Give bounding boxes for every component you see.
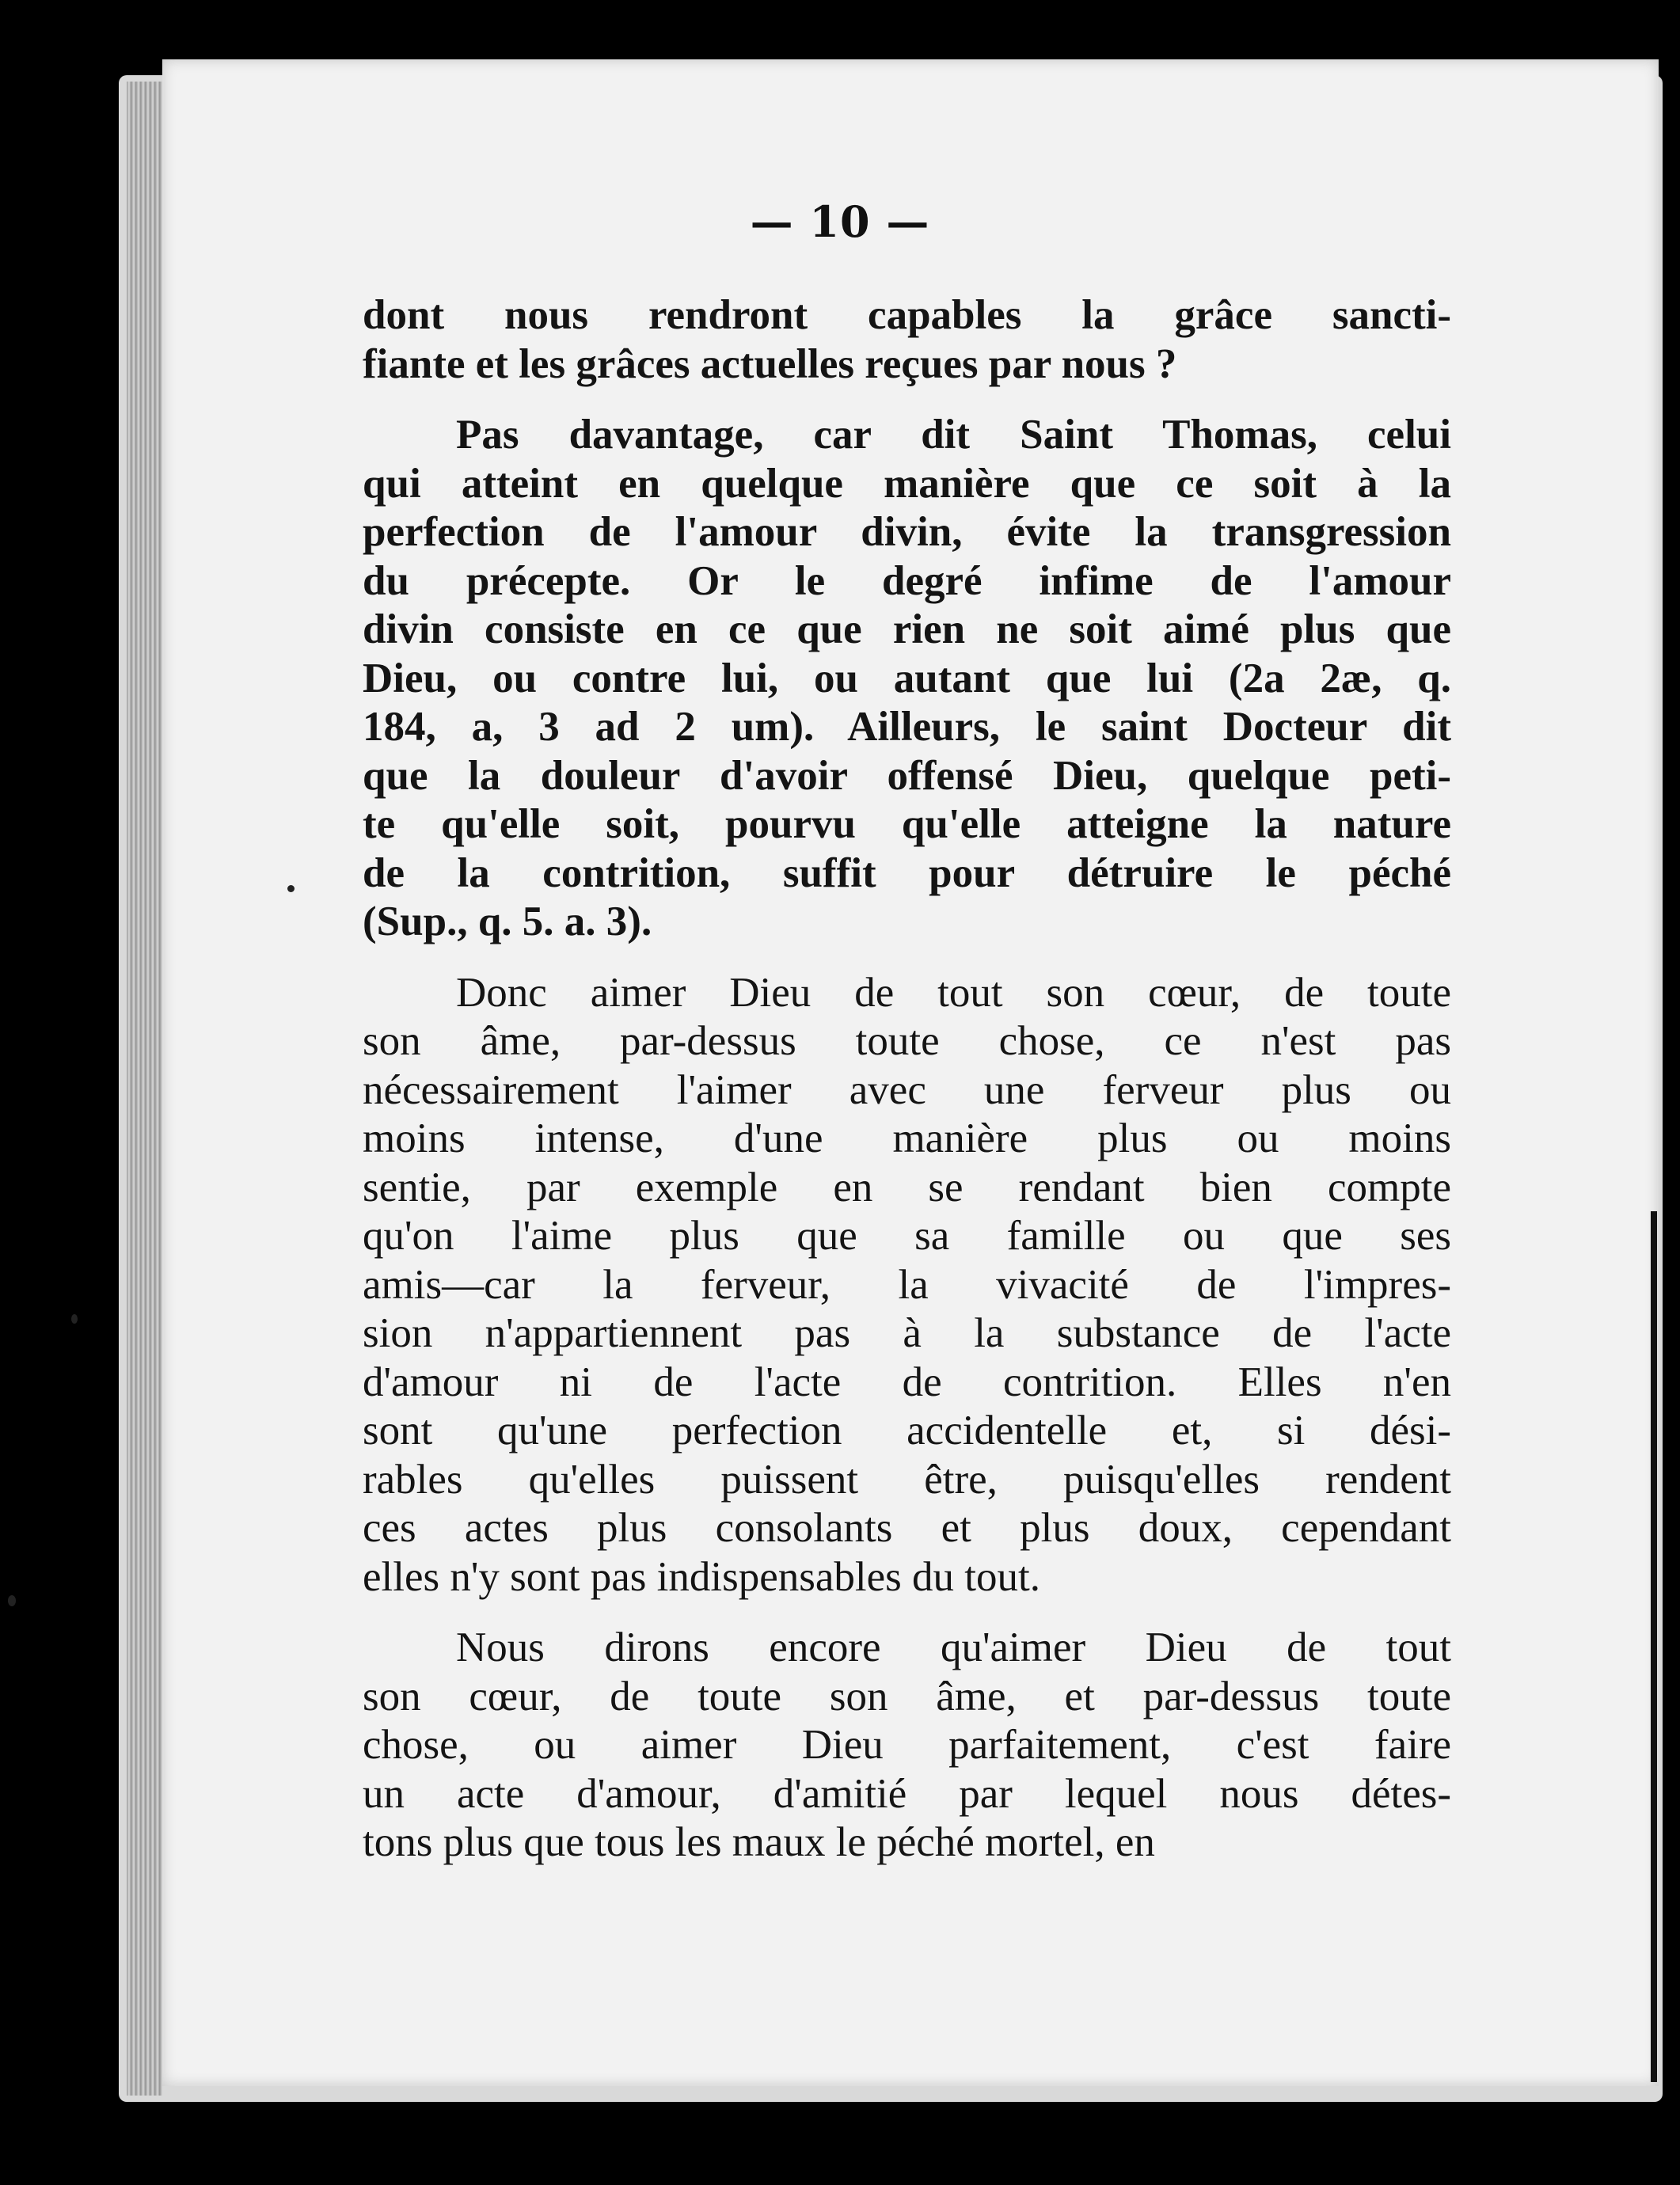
text-line: 184, a, 3 ad 2 um). Ailleurs, le saint Docteur dit — [363, 704, 1451, 750]
scan-speck — [287, 885, 295, 892]
text-line: rables qu'elles puissent être, puisqu'elles rendent — [363, 1456, 1451, 1503]
text-line: d'amour ni de l'acte de contrition. Elles n'en — [363, 1358, 1451, 1405]
text-line: Donc aimer Dieu de tout son cœur, de toute — [456, 969, 1451, 1016]
text-line: tons plus que tous les maux le péché mortel, en — [363, 1819, 1155, 1865]
text-line: divin consiste en ce que rien ne soit aimé plus que — [363, 606, 1451, 652]
text-line: Dieu, ou contre lui, ou autant que lui (2a 2æ, q. — [363, 655, 1451, 701]
scan-speck — [71, 1314, 78, 1324]
text-line: te qu'elle soit, pourvu qu'elle atteigne la nature — [363, 801, 1451, 847]
scan-speck — [8, 1595, 16, 1606]
text-line: de la contrition, suffit pour détruire le péché — [363, 849, 1451, 896]
text-line: moins intense, d'une manière plus ou moins — [363, 1115, 1451, 1161]
text-line: sont qu'une perfection accidentelle et, si dési- — [363, 1408, 1451, 1454]
text-line: Pas davantage, car dit Saint Thomas, celui — [456, 412, 1451, 458]
page-number: — 10 — — [750, 196, 930, 247]
text-line: ces actes plus consolants et plus doux, cependant — [363, 1505, 1451, 1551]
text-line: fiante et les grâces actuelles reçues par nous ? — [363, 340, 1177, 387]
text-line: chose, ou aimer Dieu parfaitement, c'est faire — [363, 1722, 1451, 1768]
text-line: son âme, par-dessus toute chose, ce n'est pas — [363, 1018, 1451, 1064]
text-line: son cœur, de toute son âme, et par-dessus toute — [363, 1673, 1451, 1720]
text-line: dont nous rendront capables la grâce sancti- — [363, 292, 1451, 338]
paragraph — [363, 969, 1451, 1602]
paragraph-gap — [363, 389, 1451, 411]
text-line: qu'on l'aime plus que sa famille ou que ses — [363, 1213, 1451, 1259]
paragraph-gap — [363, 947, 1451, 969]
paragraph — [363, 291, 1451, 389]
text-line: sion n'appartiennent pas à la substance de l'acte — [363, 1310, 1451, 1356]
text-line: perfection de l'amour divin, évite la transgression — [363, 509, 1451, 555]
text-line: Nous dirons encore qu'aimer Dieu de tout — [456, 1624, 1451, 1670]
paragraph — [363, 411, 1451, 947]
text-line: (Sup., q. 5. a. 3). — [363, 899, 652, 944]
body-text — [363, 291, 1451, 1868]
text-line: sentie, par exemple en se rendant bien compte — [363, 1164, 1451, 1210]
paragraph-gap — [363, 1602, 1451, 1624]
text-line: un acte d'amour, d'amitié par lequel nous détes- — [363, 1770, 1451, 1817]
text-line: elles n'y sont pas indispensables du tout. — [363, 1553, 1040, 1600]
text-line: qui atteint en quelque manière que ce soit à la — [363, 460, 1451, 507]
facing-page-edge — [1651, 1211, 1657, 2082]
text-line: nécessairement l'aimer avec une ferveur plus ou — [363, 1066, 1451, 1113]
text-line: amis—car la ferveur, la vivacité de l'impres- — [363, 1261, 1451, 1308]
paragraph — [363, 1624, 1451, 1868]
text-line: du précepte. Or le degré infime de l'amour — [363, 557, 1451, 604]
text-line: que la douleur d'avoir offensé Dieu, quelque peti- — [363, 752, 1451, 799]
